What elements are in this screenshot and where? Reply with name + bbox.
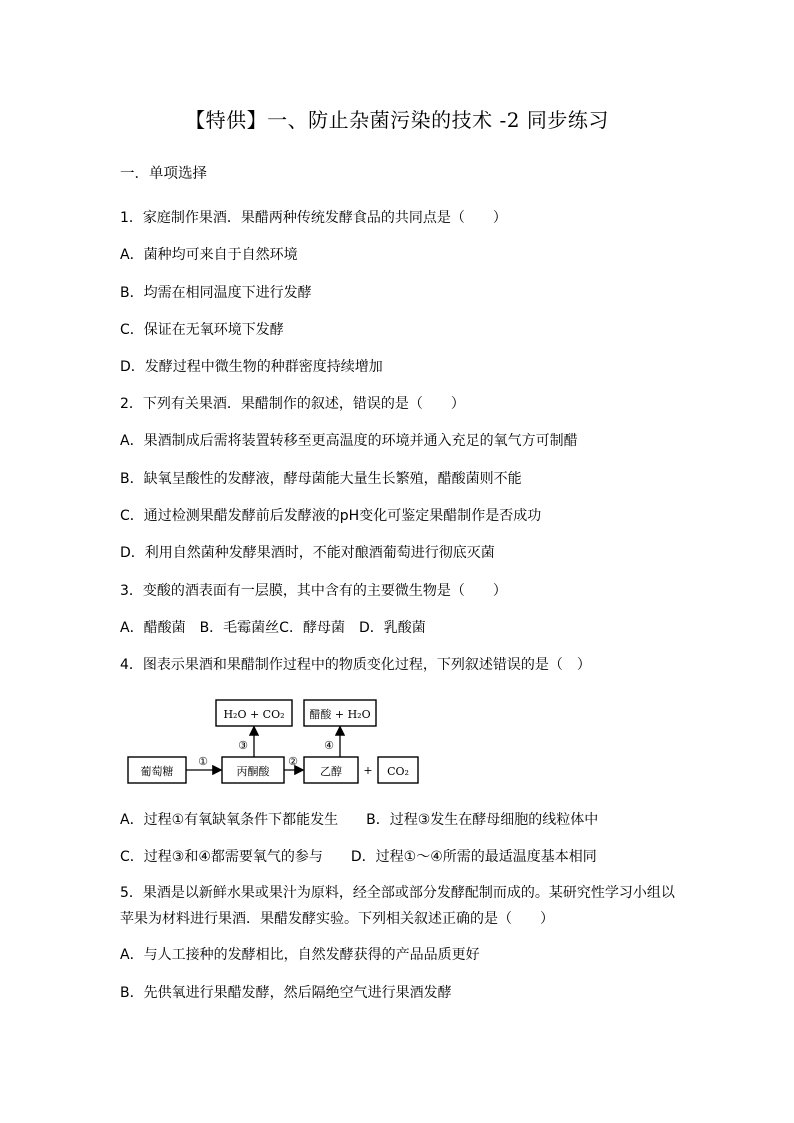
question-5-stem: 5．果酒是以新鲜水果或果汁为原料，经全部或部分发酵配制而成的。某研究性学习小组以苹果为材料进行果酒．果醋发酵实验。下列相关叙述正确的是（ ） [120, 885, 675, 927]
question-4-options-ab: A．过程①有氧缺氧条件下都能发生 B．过程③发生在酵母细胞的线粒体中 [120, 812, 599, 828]
question-1-option-d: D．发酵过程中微生物的种群密度持续增加 [120, 359, 383, 375]
acetic-acid-label: 醋酸 + H₂O [309, 708, 371, 721]
question-5-option-a: A．与人工接种的发酵相比，自然发酵获得的产品品质更好 [120, 947, 480, 963]
h2o-co2-label: H₂O + CO₂ [223, 708, 285, 721]
ethanol-label: 乙醇 [320, 765, 342, 778]
question-2-option-d: D．利用自然菌种发酵果酒时，不能对酿酒葡萄进行彻底灭菌 [120, 545, 495, 561]
page-title: 【特供】一、防止杂菌污染的技术 -2 同步练习 [185, 108, 609, 132]
question-2-option-b: B．缺氧呈酸性的发酵液，酵母菌能大量生长繁殖，醋酸菌则不能 [120, 471, 522, 487]
question-3-options: A．醋酸菌 B．毛霉菌丝C．酵母菌 D．乳酸菌 [120, 620, 426, 636]
question-5-option-b: B．先供氧进行果醋发酵，然后隔绝空气进行果酒发酵 [120, 985, 452, 1001]
glucose-label: 葡萄糖 [140, 765, 174, 778]
question-4-options-cd: C．过程③和④都需要氧气的参与 D．过程①～④所需的最适温度基本相同 [120, 849, 597, 865]
fermentation-pathway-diagram [126, 695, 426, 790]
question-2-stem: 2．下列有关果酒．果醋制作的叙述，错误的是（ ） [120, 396, 465, 412]
co2-label: CO₂ [387, 765, 409, 778]
step-2-label: ② [288, 755, 298, 768]
step-4-label: ④ [324, 739, 334, 752]
question-1-option-b: B．均需在相同温度下进行发酵 [120, 285, 312, 301]
pyruvate-label: 丙酮酸 [236, 765, 270, 778]
question-3-stem: 3．变酸的酒表面有一层膜，其中含有的主要微生物是（ ） [120, 583, 507, 599]
question-1-stem: 1．家庭制作果酒．果醋两种传统发酵食品的共同点是（ ） [120, 210, 507, 226]
plus-sign: + [363, 764, 373, 777]
question-2-option-a: A．果酒制成后需将装置转移至更高温度的环境并通入充足的氧气方可制醋 [120, 433, 578, 449]
section-heading: 一．单项选择 [120, 166, 207, 182]
question-4-stem: 4．图表示果酒和果醋制作过程中的物质变化过程，下列叙述错误的是（ ） [120, 657, 591, 673]
step-1-label: ① [198, 755, 208, 768]
question-1-option-c: C．保证在无氧环境下发酵 [120, 322, 284, 338]
question-1-option-a: A．菌种均可来自于自然环境 [120, 247, 298, 263]
question-2-option-c: C．通过检测果醋发酵前后发酵液的pH变化可鉴定果醋制作是否成功 [120, 508, 542, 524]
step-3-label: ③ [238, 739, 248, 752]
